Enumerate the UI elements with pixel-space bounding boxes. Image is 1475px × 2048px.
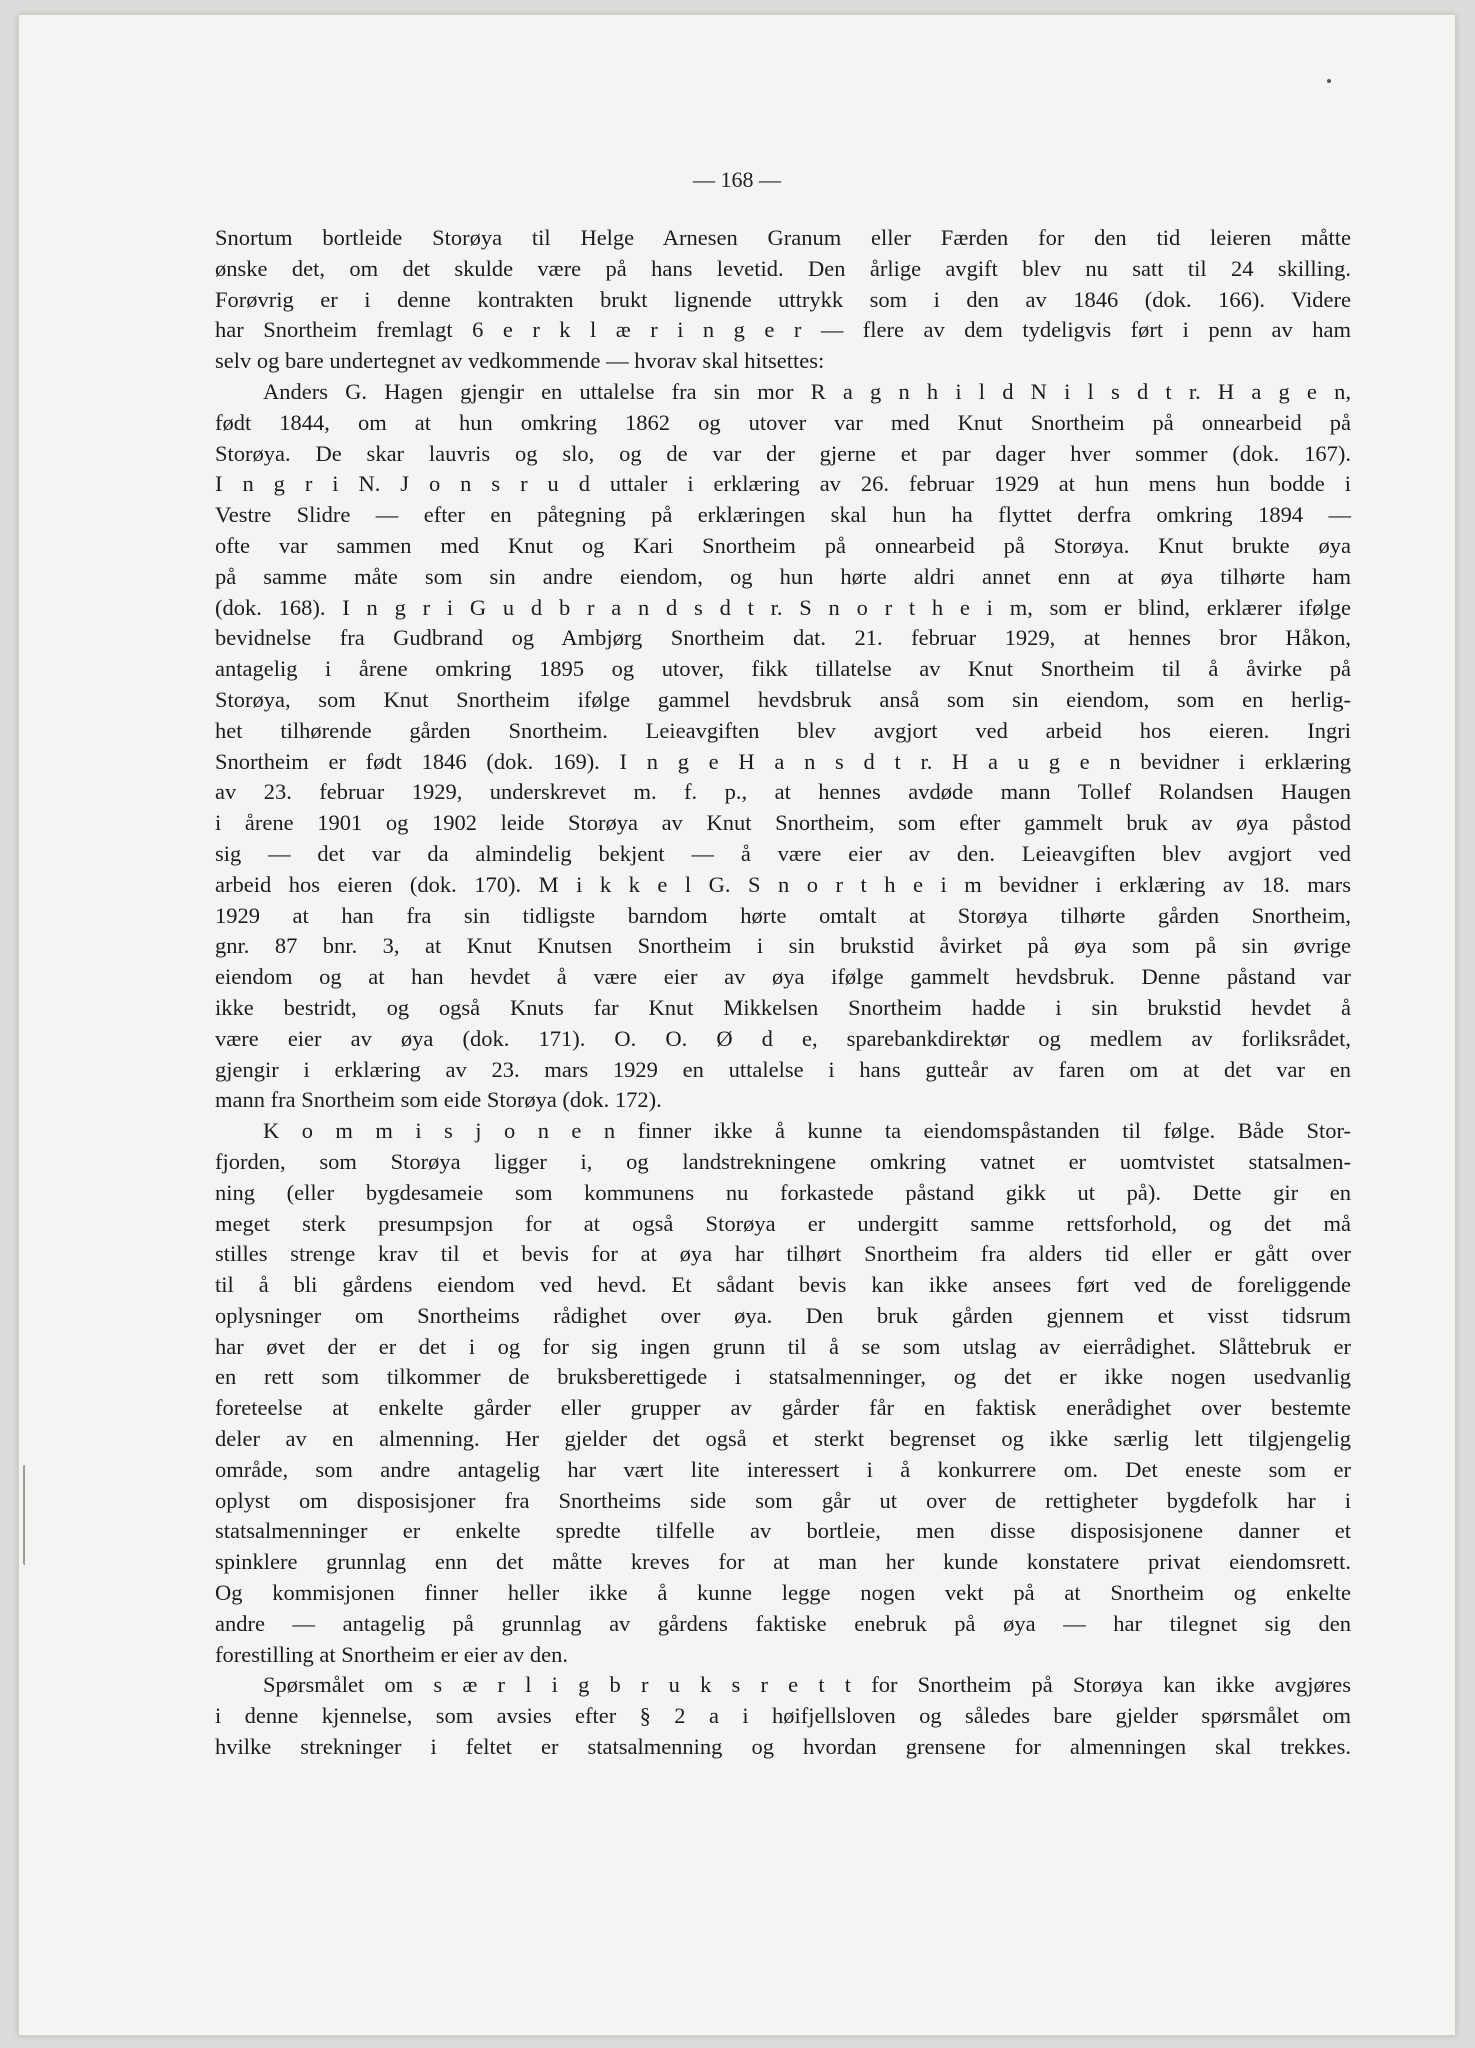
text-line: I n g r i N. J o n s r u d uttaler i erklæring av 26. februar 1929 at hun mens hun bodde i xyxy=(215,471,1351,497)
text-line: mann fra Snortheim som eide Storøya (dok. 172). xyxy=(215,1087,662,1113)
text-line: ning (eller bygdesameie som kommunens nu forkastede påstand gikk ut på). Dette gir en xyxy=(215,1179,1351,1205)
text-line: Snortheim er født 1846 (dok. 169). I n g e H a n s d t r. H a u g e n bevidner i erklæring xyxy=(215,748,1351,774)
text-line: hvilke strekninger i feltet er statsalmenning og hvordan grensene for almenningen skal trekkes. xyxy=(215,1734,1351,1760)
text-line: antagelig i årene omkring 1895 og utover, fikk tillatelse av Knut Snortheim til å åvirke på xyxy=(215,656,1351,682)
text-line: (dok. 168). I n g r i G u d b r a n d s d t r. S n o r t h e i m, som er blind, erklærer ifølge xyxy=(215,594,1351,620)
text-line: ikke bestridt, og også Knuts far Knut Mikkelsen Snortheim hadde i sin brukstid hevdet å xyxy=(215,994,1351,1020)
text-line: spinklere grunnlag enn det måtte kreves for at man her kunde konstatere privat eiendomsrett. xyxy=(215,1549,1351,1575)
text-line: gnr. 87 bnr. 3, at Knut Knutsen Snortheim i sin brukstid åvirket på øya som på sin øvrige xyxy=(215,933,1351,959)
text-line: 1929 at han fra sin tidligste barndom hørte omtalt at Storøya tilhørte gården Snortheim, xyxy=(215,902,1351,928)
text-line: deler av en almenning. Her gjelder det også et sterkt begrenset og ikke særlig lett tilgjengelig xyxy=(215,1426,1351,1452)
text-line: meget sterk presumpsjon for at også Storøya er undergitt samme rettsforhold, og det må xyxy=(215,1210,1351,1236)
text-line: andre — antagelig på grunnlag av gårdens faktiske enebruk på øya — har tilegnet sig den xyxy=(215,1610,1351,1636)
text-line: sig — det var da almindelig bekjent — å være eier av den. Leieavgiften blev avgjort ved xyxy=(215,840,1351,866)
text-line: Storøya. De skar lauvris og slo, og de var der gjerne et par dager hver sommer (dok. 167). xyxy=(215,440,1351,466)
text-line: Og kommisjonen finner heller ikke å kunne legge nogen vekt på at Snortheim og enkelte xyxy=(215,1580,1351,1606)
text-line: på samme måte som sin andre eiendom, og hun hørte aldri annet enn at øya tilhørte ham xyxy=(215,563,1351,589)
text-line: har Snortheim fremlagt 6 e r k l æ r i n g e r — flere av dem tydeligvis ført i penn av ham xyxy=(215,317,1351,343)
body-text xyxy=(215,223,1351,1763)
text-line: Vestre Slidre — efter en påtegning på erklæringen skal hun ha flyttet derfra omkring 1894 — xyxy=(215,502,1351,528)
text-line: har øvet der er det i og for sig ingen grunn til å se som utslag av eierrådighet. Slåttebruk er xyxy=(215,1333,1351,1359)
text-line: oplysninger om Snortheims rådighet over øya. Den bruk gården gjennem et visst tidsrum xyxy=(215,1302,1351,1328)
text-line: i årene 1901 og 1902 leide Storøya av Knut Snortheim, som efter gammelt bruk av øya påstod xyxy=(215,810,1351,836)
text-line: født 1844, om at hun omkring 1862 og utover var med Knut Snortheim på onnearbeid på xyxy=(215,409,1351,435)
text-line: bevidnelse fra Gudbrand og Ambjørg Snortheim dat. 21. februar 1929, at hennes bror Håkon, xyxy=(215,625,1351,651)
text-line: ønske det, om det skulde være på hans levetid. Den årlige avgift blev nu satt til 24 skilling. xyxy=(215,255,1351,281)
text-line: Anders G. Hagen gjengir en uttalelse fra sin mor R a g n h i l d N i l s d t r. H a g e n, xyxy=(263,378,1351,404)
text-line: K o m m i s j o n e n finner ikke å kunne ta eiendomspåstanden til følge. Både Stor- xyxy=(263,1118,1351,1144)
text-line: forestilling at Snortheim er eier av den. xyxy=(215,1641,569,1667)
text-line: Storøya, som Knut Snortheim ifølge gammel hevdsbruk anså som sin eiendom, som en herlig- xyxy=(215,686,1351,712)
text-line: selv og bare undertegnet av vedkommende — hvorav skal hitsettes: xyxy=(215,348,825,374)
document-page xyxy=(18,14,1456,2036)
text-line: fjorden, som Storøya ligger i, og landstrekningene omkring vatnet er uomtvistet statsalmen- xyxy=(215,1148,1351,1174)
text-line: stilles strenge krav til et bevis for at øya har tilhørt Snortheim fra alders tid eller er gått over xyxy=(215,1241,1351,1267)
text-line: Snortum bortleide Storøya til Helge Arnesen Granum eller Færden for den tid leieren måtte xyxy=(215,225,1351,250)
text-line: het tilhørende gården Snortheim. Leieavgiften blev avgjort ved arbeid hos eieren. Ingri xyxy=(215,717,1351,743)
text-line: foreteelse at enkelte gårder eller grupper av gårder får en faktisk enerådighet over bestemte xyxy=(215,1395,1351,1421)
text-line: gjengir i erklæring av 23. mars 1929 en uttalelse i hans gutteår av faren om at det var en xyxy=(215,1056,1351,1082)
text-line: Forøvrig er i denne kontrakten brukt lignende uttrykk som i den av 1846 (dok. 166). Videre xyxy=(215,286,1351,312)
text-line: av 23. februar 1929, underskrevet m. f. p., at hennes avdøde mann Tollef Rolandsen Haugen xyxy=(215,779,1351,805)
text-line: en rett som tilkommer de bruksberettigede i statsalmenninger, og det er ikke nogen usedvanlig xyxy=(215,1364,1351,1390)
text-line: Spørsmålet om s æ r l i g b r u k s r e t t for Snortheim på Storøya kan ikke avgjøres xyxy=(263,1672,1351,1698)
text-line: være eier av øya (dok. 171). O. O. Ø d e, sparebankdirektør og medlem av forliksrådet, xyxy=(215,1025,1351,1051)
text-line: område, som andre antagelig har vært lite interessert i å konkurrere om. Det eneste som er xyxy=(215,1456,1351,1482)
page-number: — 168 — xyxy=(693,167,781,192)
text-line: eiendom og at han hevdet å være eier av øya ifølge gammelt hevdsbruk. Denne påstand var xyxy=(215,964,1351,990)
binding-mark xyxy=(23,1465,30,1565)
text-line: statsalmenninger er enkelte spredte tilfelle av bortleie, men disse disposisjonene danner et xyxy=(215,1518,1351,1544)
ink-speck xyxy=(1327,79,1331,83)
text-line: arbeid hos eieren (dok. 170). M i k k e l G. S n o r t h e i m bevidner i erklæring av 18. mars xyxy=(215,871,1351,897)
text-line: oplyst om disposisjoner fra Snortheims side som går ut over de rettigheter bygdefolk har i xyxy=(215,1487,1351,1513)
text-line: ofte var sammen med Knut og Kari Snortheim på onnearbeid på Storøya. Knut brukte øya xyxy=(215,532,1351,558)
text-line: i denne kjennelse, som avsies efter § 2 a i høifjellsloven og således bare gjelder spørsmålet om xyxy=(215,1703,1351,1729)
text-line: til å bli gårdens eiendom ved hevd. Et sådant bevis kan ikke ansees ført ved de foreliggende xyxy=(215,1272,1351,1298)
